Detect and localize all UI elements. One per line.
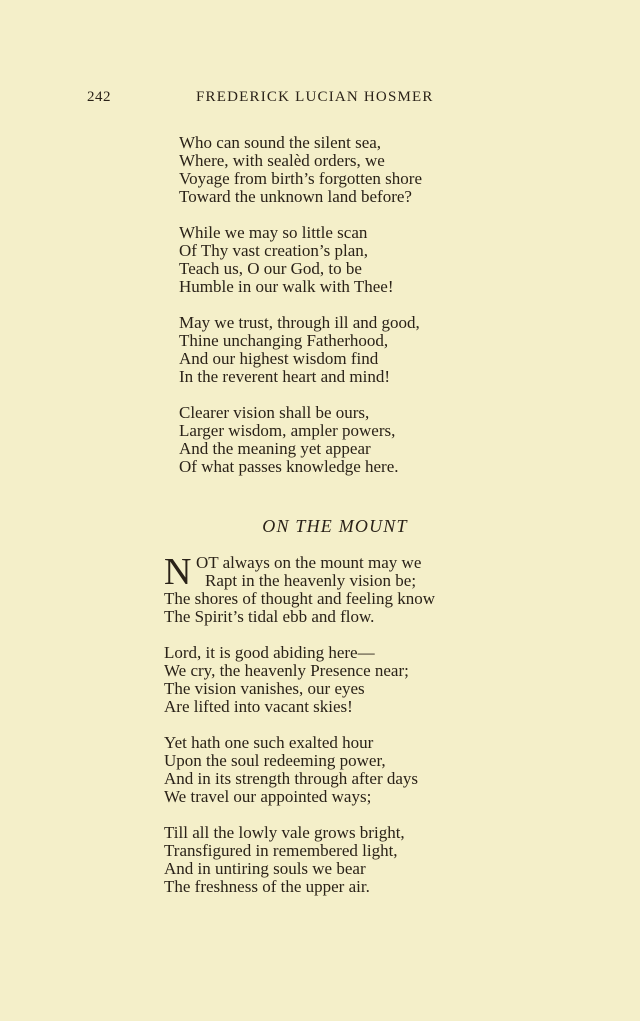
- poem-line: Of what passes knowledge here.: [179, 457, 399, 476]
- poem-line: Till all the lowly vale grows bright,: [164, 823, 405, 842]
- poem-line: And the meaning yet appear: [179, 439, 371, 458]
- poem-line: Are lifted into vacant skies!: [164, 697, 353, 716]
- poem-line: OT always on the mount may we: [196, 553, 422, 572]
- running-head: FREDERICK LUCIAN HOSMER: [196, 89, 434, 105]
- stanza: [179, 314, 422, 386]
- poem-line: While we may so little scan: [179, 223, 368, 242]
- poem-stanzas: [179, 134, 422, 476]
- stanza: [179, 224, 422, 296]
- poem-line: Voyage from birth’s forgotten shore: [179, 169, 422, 188]
- poem-line: May we trust, through ill and good,: [179, 313, 420, 332]
- drop-cap-block: [164, 551, 435, 593]
- poem-line: Teach us, O our God, to be: [179, 259, 362, 278]
- poem-line: Rapt in the heavenly vision be;: [205, 571, 417, 590]
- poem-title: ON THE MOUNT: [262, 516, 408, 536]
- poem-line: Transfigured in remembered light,: [164, 841, 398, 860]
- poem-line: Toward the unknown land before?: [179, 187, 412, 206]
- stanza: [179, 134, 422, 206]
- poem-line: The freshness of the upper air.: [164, 877, 370, 896]
- poem-line: We travel our appointed ways;: [164, 787, 372, 806]
- poem-line: The Spirit’s tidal ebb and flow.: [164, 607, 375, 626]
- poem-line: And our highest wisdom find: [179, 349, 379, 368]
- stanza: [164, 644, 435, 716]
- poem-line: Upon the soul redeeming power,: [164, 751, 386, 770]
- poem-line: Lord, it is good abiding here—: [164, 643, 375, 662]
- poem-line: And in untiring souls we bear: [164, 859, 366, 878]
- poem-line: Who can sound the silent sea,: [179, 133, 382, 152]
- poem-line: Larger wisdom, ampler powers,: [179, 421, 396, 440]
- poem-line: Humble in our walk with Thee!: [179, 277, 394, 296]
- poem-line: The vision vanishes, our eyes: [164, 679, 365, 698]
- poem-line: The shores of thought and feeling know: [164, 589, 435, 608]
- poem-line: We cry, the heavenly Presence near;: [164, 661, 409, 680]
- poem-line: In the reverent heart and mind!: [179, 367, 390, 386]
- stanza: [164, 734, 435, 806]
- page-number: 242: [87, 89, 111, 105]
- stanza: [179, 404, 422, 476]
- poem-on-the-mount: [164, 551, 435, 896]
- stanza: [164, 551, 435, 626]
- poem-line: Of Thy vast creation’s plan,: [179, 241, 369, 260]
- poem-line: Where, with sealèd orders, we: [179, 151, 385, 170]
- poem-line: Yet hath one such exalted hour: [164, 733, 374, 752]
- poem-line: Clearer vision shall be ours,: [179, 403, 370, 422]
- page-header: [0, 89, 640, 113]
- poem-line: Thine unchanging Fatherhood,: [179, 331, 389, 350]
- poem-line: And in its strength through after days: [164, 769, 419, 788]
- stanza: [164, 824, 435, 896]
- drop-cap: N: [164, 551, 192, 593]
